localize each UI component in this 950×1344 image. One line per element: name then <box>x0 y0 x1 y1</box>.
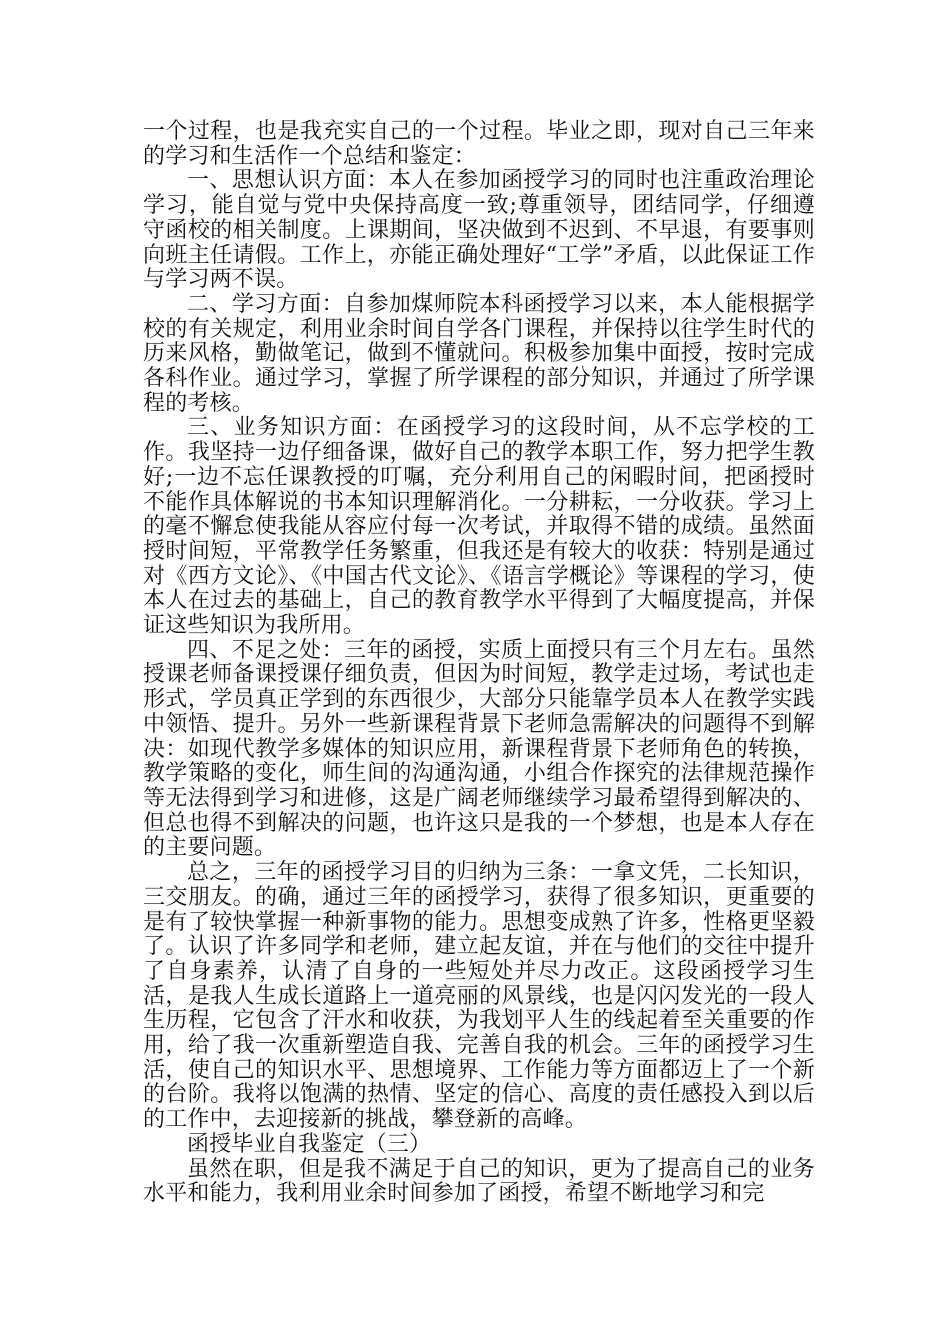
paragraph-shortcomings: 四、不足之处：三年的函授，实质上面授只有三个月左右。虽然授课老师备课授课仔细负责，但因为时间短，教学走过场，考试也走形式，学员真正学到的东西很少，大部分只能靠学员本人在教学实践中领悟、提升。另外一些新课程背景下老师急需解决的问题得不到解决：如现代教学多媒体的知识应用，新课程背景下老师角色的转换，教学策略的变化，师生间的沟通沟通，小组合作探究的法律规范操作等无法得到学习和进修，这是广阔老师继续学习最希望得到解决的、但总也得不到解决的问题，也许这只是我的一个梦想，也是本人存在的主要问题。 <box>143 637 815 861</box>
paragraph-ideological-understanding: 一、思想认识方面：本人在参加函授学习的同时也注重政治理论学习，能自觉与党中央保持高度一致;尊重领导，团结同学，仔细遵守函校的相关制度。上课期间，坚决做到不迟到、不早退，有要事则向班主任请假。工作上，亦能正确处理好“工学”矛盾，以此保证工作与学习两不误。 <box>143 168 815 293</box>
paragraph-study: 二、学习方面：自参加煤师院本科函授学习以来，本人能根据学校的有关规定，利用业余时间自学各门课程，并保持以往学生时代的历来风格，勤做笔记，做到不懂就问。积极参加集中面授，按时完成各科作业。通过学习，掌握了所学课程的部分知识，并通过了所学课程的考核。 <box>143 291 815 416</box>
paragraph-summary: 总之，三年的函授学习目的归纳为三条：一拿文凭，二长知识，三交朋友。的确，通过三年的函授学习，获得了很多知识，更重要的是有了较快掌握一种新事物的能力。思想变成熟了许多，性格更坚毅了。认识了许多同学和老师，建立起友谊，并在与他们的交往中提升了自身素养，认清了自身的一些短处并尽力改正。这段函授学习生活，是我人生成长道路上一道亮丽的风景线，也是闪闪发光的一段人生历程，它包含了汗水和收获，为我划平人生的线起着至关重要的作用，给了我一次重新塑造自我、完善自我的机会。三年的函授学习生活，使自己的知识水平、思想境界、工作能力等方面都迈上了一个新的台阶。我将以饱满的热情、坚定的信心、高度的责任感投入到以后的工作中，去迎接新的挑战，攀登新的高峰。 <box>143 860 815 1133</box>
document-body <box>143 120 815 1207</box>
paragraph-intro-continuation: 一个过程，也是我充实自己的一个过程。毕业之即，现对自己三年来的学习和生活作一个总结和鉴定： <box>143 119 815 169</box>
section-heading: 函授毕业自我鉴定（三） <box>187 1131 432 1157</box>
paragraph-section-three-opening: 虽然在职，但是我不满足于自己的知识，更为了提高自己的业务水平和能力，我利用业余时间参加了函授，希望不断地学习和完 <box>143 1156 815 1207</box>
paragraph-professional-knowledge: 三、业务知识方面：在函授学习的这段时间，从不忘学校的工作。我坚持一边仔细备课，做好自己的教学本职工作，努力把学生教好;一边不忘任课教授的叮嘱，充分利用自己的闲暇时间，把函授时不能作具体解说的书本知识理解消化。一分耕耘，一分收获。学习上的毫不懈怠使我能从容应付每一次考试，并取得不错的成绩。虽然面授时间短，平常教学任务繁重，但我还是有较大的收获：特别是通过对《西方文论》、《中国古代文论》、《语言学概论》等课程的学习，使本人在过去的基础上，自己的教育教学水平得到了大幅度提高，并保证这些知识为我所用。 <box>143 415 815 639</box>
